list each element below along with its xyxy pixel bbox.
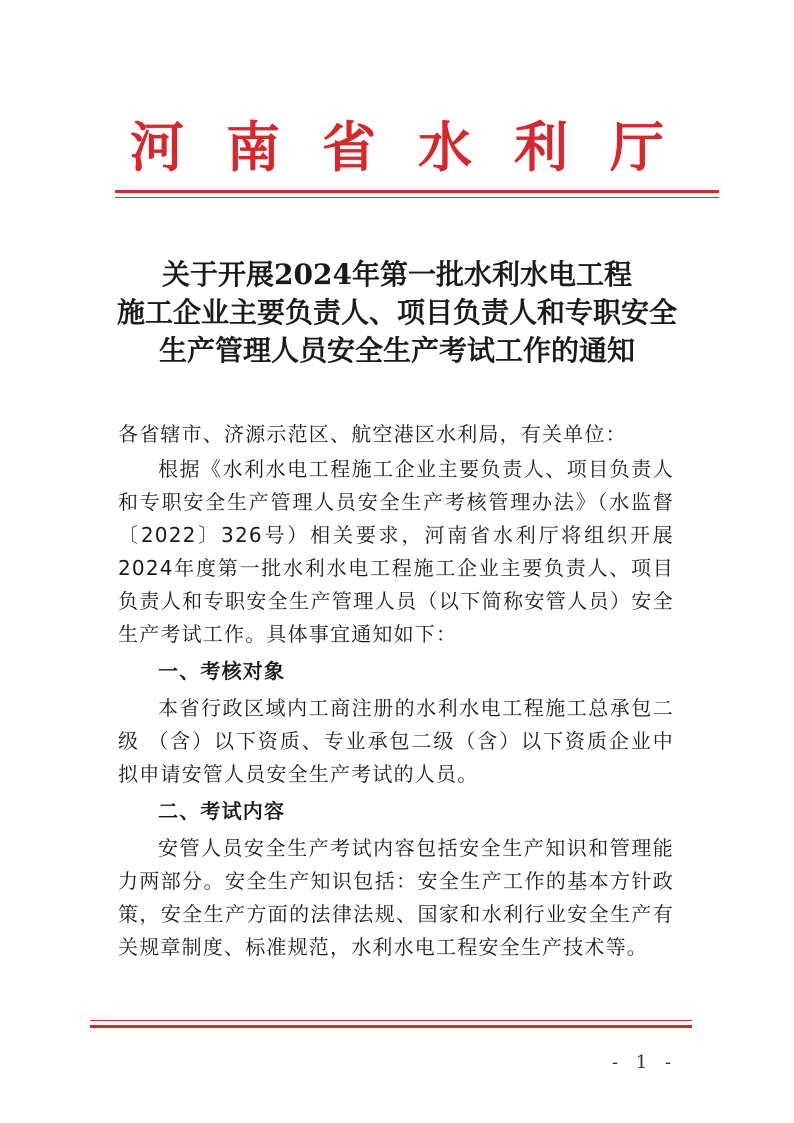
title-line-1: 关于开展2024年第一批水利水电工程 bbox=[162, 258, 632, 291]
page-number: - 1 - bbox=[612, 1052, 678, 1073]
document-header bbox=[0, 112, 794, 182]
issuing-authority: 河南省水利厅 bbox=[130, 115, 706, 179]
header-red-rule-top bbox=[115, 190, 719, 193]
salutation: 各省辖市、济源示范区、航空港区水利局，有关单位： bbox=[118, 422, 627, 446]
section-1-heading: 一、考核对象 bbox=[158, 659, 286, 683]
section-2-paragraph: 安管人员安全生产考试内容包括安全生产知识和管理能力两部分。安全生产知识包括：安全生产工作的基本方针政策，安全生产方面的法律法规、国家和水利行业安全生产有关规章制度、标准规范，水利水电工程安全生产技术等。 bbox=[118, 836, 674, 959]
title-line-3: 生产管理人员安全生产考试工作的通知 bbox=[158, 334, 635, 367]
intro-paragraph: 根据《水利水电工程施工企业主要负责人、项目负责人和专职安全生产管理人员安全生产考核管理办法》（水监督〔2022〕326号）相关要求，河南省水利厅将组织开展2024年度第一批水利水电工程施工企业主要负责人、项目负责人和专职安全生产管理人员（以下简称安管人员）安全生产考试工作。具体事宜通知如下： bbox=[118, 457, 674, 646]
document-body bbox=[118, 418, 674, 964]
section-1-paragraph: 本省行政区域内工商注册的水利水电工程施工总承包二级 （含）以下资质、专业承包二级（含）以下资质企业中拟申请安管人员安全生产考试的人员。 bbox=[118, 696, 674, 786]
title-line-2: 施工企业主要负责人、项目负责人和专职安全 bbox=[116, 296, 677, 329]
document-title bbox=[0, 256, 794, 370]
header-red-rule-bottom bbox=[115, 197, 719, 198]
section-2-heading: 二、考试内容 bbox=[158, 799, 286, 823]
footer-red-rule-top bbox=[90, 1020, 692, 1021]
footer-red-rule-bottom bbox=[90, 1025, 692, 1028]
